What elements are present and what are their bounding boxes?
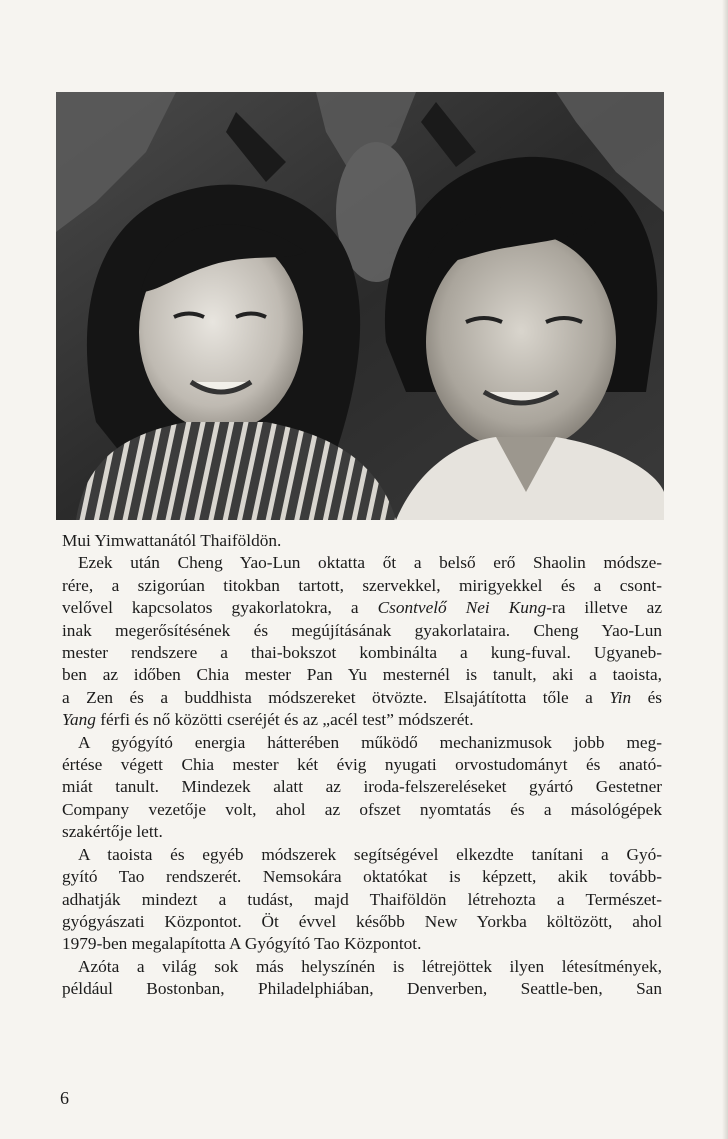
- paragraph-1: [62, 552, 662, 731]
- text-line: Azóta a világ sok más helyszínén is létrejöttek ilyen létesítmények,: [78, 956, 662, 976]
- text-line: A gyógyító energia hátterében működő mechanizmusok jobb meg-: [78, 732, 662, 752]
- text-line: ben az időben Chia mester Pan Yu mesternél is tanult, aki a taoista,: [62, 665, 662, 685]
- text-line: inak megerősítésének és megújításának gyakorlataira. Cheng Yao-Lun: [62, 620, 662, 640]
- text-line: Ezek után Cheng Yao-Lun oktatta őt a belső erő Shaolin módsze-: [78, 553, 662, 573]
- text-line: gyógyászati Központot. Öt évvel később New Yorkba költözött, ahol: [62, 911, 662, 931]
- text-line-with-italic: a Zen és a buddhista módszereket ötvözte. Elsajátította tőle a Yin és: [62, 687, 662, 707]
- text-line: adhatják mindezt a tudást, majd Thaiföldön létrehozta a Természet-: [62, 889, 662, 909]
- text-line: 1979-ben megalapította A Gyógyító Tao Központot.: [62, 934, 422, 954]
- text-line: például Bostonban, Philadelphiában, Denverben, Seattle-ben, San: [62, 979, 662, 999]
- text-line-with-italic: velővel kapcsolatos gyakorlatokra, a Csontvelő Nei Kung-ra illetve az: [62, 598, 662, 618]
- text-line: miát tanult. Mindezek alatt az iroda-felszereléseket gyártó Gestetner: [62, 777, 662, 797]
- paragraph-2: [62, 732, 662, 844]
- text-line: mester rendszere a thai-bokszot kombinálta a kung-fuval. Ugyaneb-: [62, 643, 662, 663]
- text-line: szakértője lett.: [62, 822, 163, 842]
- paragraph-4: [62, 956, 662, 1001]
- portrait-photo: [56, 92, 664, 520]
- text-line: A taoista és egyéb módszerek segítségével elkezdte tanítani a Gyó-: [78, 844, 662, 864]
- body-text: [62, 530, 662, 1001]
- text-line-with-italic: Yang férfi és nő közötti cseréjét és az „acél test” módszerét.: [62, 710, 474, 730]
- page-edge: [722, 0, 728, 1139]
- page-number: 6: [60, 1088, 69, 1108]
- portrait-photo-drawing: [56, 92, 664, 520]
- paragraph-3: [62, 844, 662, 956]
- photo-caption: Mui Yimwattanától Thaiföldön.: [62, 531, 282, 550]
- text-line: Company vezetője volt, ahol az ofszet nyomtatás és a másológépek: [62, 799, 662, 819]
- text-line: értése végett Chia mester két évig nyugati orvostudományt és anató-: [62, 755, 662, 775]
- text-line: rére, a szigorúan titokban tartott, szervekkel, mirigyekkel és a csont-: [62, 575, 662, 595]
- text-line: gyító Tao rendszerét. Nemsokára oktatókat is képzett, akik tovább-: [62, 867, 662, 887]
